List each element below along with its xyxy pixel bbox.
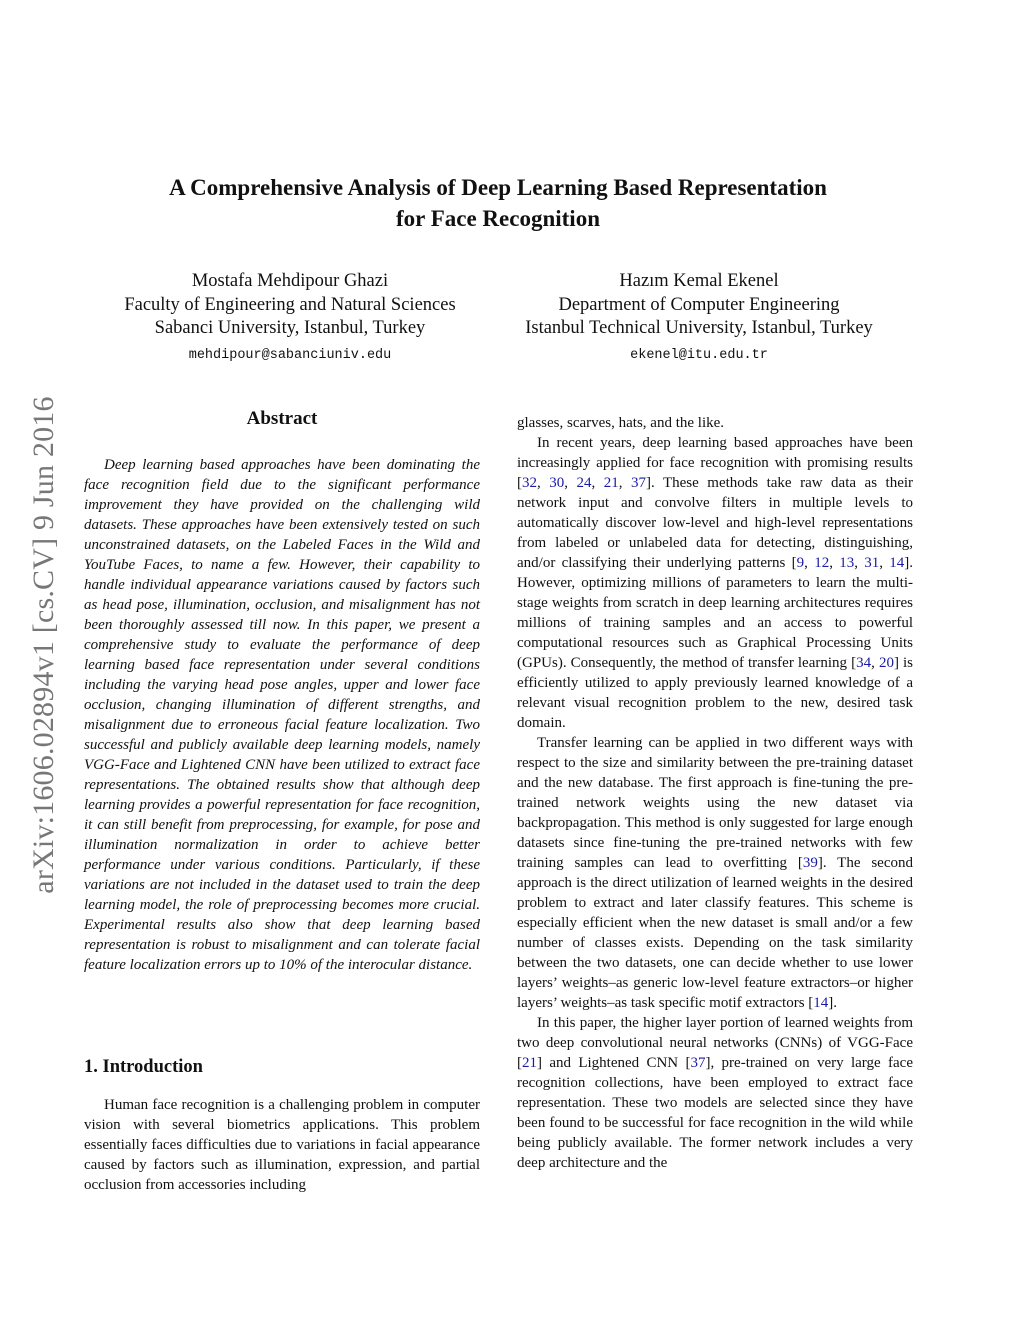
author-affiliation: Istanbul Technical University, Istanbul, Turkey [525, 318, 873, 338]
introduction-paragraph: Human face recognition is a challenging problem in computer vision with several biometrics applications. This problem essentially faces difficulties due to variations in facial appearance caused by factors such as illumination, expression, and partial occlusion from accessories including [84, 1097, 480, 1193]
author-email[interactable]: ekenel@itu.edu.tr [630, 347, 768, 363]
author-dept: Faculty of Engineering and Natural Sciences [124, 294, 456, 315]
paragraph-transfer-learning: Transfer learning can be applied in two different ways with respect to the size and similarity between the pre-training dataset and the new database. The first approach is fine-tuning the pre-trained network weights using the new dataset via backpropagation. This method is only suggested for large enough datasets since fine-tuning the pre-trained networks with few training samples can lead to overfitting [39]. The second approach is the direct utilization of learned weights in the desired problem to extract and later classify features. This scheme is especially efficient when the new dataset is small and/or a few number of classes exists. Depending on the task similarity between the two datasets, one can decide whether to use lower layers’ weights–as generic low-level feature extractors–or higher layers’ weights–as task specific motif extractors [14]. [517, 735, 914, 1011]
arxiv-id: arXiv:1606.02894v1 [cs.CV] 9 Jun 2016 [27, 396, 60, 894]
citation-link[interactable]: 37 [631, 475, 646, 491]
author-name: Hazım Kemal Ekenel [619, 271, 779, 291]
author-affiliation: Sabanci University, Istanbul, Turkey [154, 318, 426, 338]
author-block-1 [90, 270, 490, 367]
citation-link[interactable]: 21 [603, 475, 619, 491]
citation-link[interactable]: 20 [878, 655, 894, 671]
citation-link[interactable]: 31 [864, 555, 880, 571]
author-name: Mostafa Mehdipour Ghazi [191, 271, 389, 291]
abstract-heading: Abstract [246, 408, 318, 429]
citation-link[interactable]: 9 [796, 555, 805, 571]
citation-link[interactable]: 30 [549, 475, 565, 491]
author-email[interactable]: mehdipour@sabanciuniv.edu [188, 347, 392, 363]
title-line-1: A Comprehensive Analysis of Deep Learning Based Representation [169, 175, 827, 200]
citation-link[interactable]: 39 [802, 855, 818, 871]
citation-link[interactable]: 12 [814, 555, 830, 571]
paragraph-deep-learning: In recent years, deep learning based approaches have been increasingly applied for face recognition with promising results [32, 30, 24, 21, 37]. These methods take raw data as their network input and convolve filters in multiple levels to automatically discover low-level and high-level representations from labeled or unlabeled data for detecting, distinguishing, and/or classifying their underlying patterns [9, 12, 13, 31, 14]. However, optimizing millions of parameters to learn the multi-stage weights from scratch in deep learning architectures requires millions of training samples and an access to powerful computational resources such as Graphical Processing Units (GPUs). Consequently, the method of transfer learning [34, 20] is efficiently utilized to apply previously learned knowledge of a relevant visual recognition problem to the new, desired task domain. [517, 435, 914, 731]
citation-link[interactable]: 21 [522, 1055, 537, 1071]
citation-link[interactable]: 34 [856, 655, 872, 671]
right-column [517, 413, 913, 1173]
title-line-2: for Face Recognition [396, 206, 600, 231]
citation-link[interactable]: 37 [690, 1055, 706, 1071]
citation-link[interactable]: 32 [522, 475, 537, 491]
author-block-2 [499, 270, 899, 367]
citation-link[interactable]: 14 [889, 555, 905, 571]
paragraph-continued: glasses, scarves, hats, and the like. [517, 415, 725, 431]
paragraph-this-paper: In this paper, the higher layer portion of learned weights from two deep convolutional neural networks (CNNs) of VGG-Face [21] and Lightened CNN [37], pre-trained on very large face recognition collections, have been employed to extract face representation. These two models are selected since they have been found to be successful for face recognition in the wild while being publicly available. The former network includes a very deep architecture and the [517, 1015, 913, 1171]
citation-link[interactable]: 24 [576, 475, 592, 491]
citation-link[interactable]: 14 [813, 995, 829, 1011]
author-dept: Department of Computer Engineering [558, 294, 840, 315]
citation-link[interactable]: 13 [839, 555, 855, 571]
introduction-heading: 1. Introduction [84, 1057, 203, 1077]
abstract-text: Deep learning based approaches have been dominating the face recognition field due to the significant performance improvement they have provided on the challenging wild datasets. These approaches have been extensively tested on such unconstrained datasets, on the Labeled Faces in the Wild and YouTube Faces, to name a few. However, their capability to handle individual appearance variations caused by factors such as head pose, illumination, occlusion, and misalignment has not been thoroughly assessed till now. In this paper, we present a comprehensive study to evaluate the performance of deep learning based face representation under several conditions including the varying head pose angles, upper and lower face occlusion, changing illumination of different strengths, and misalignment due to erroneous facial feature localization. Two successful and publicly available deep learning models, namely VGG-Face and Lightened CNN have been utilized to extract face representations. The obtained results show that although deep learning provides a powerful representation for face recognition, it can still benefit from preprocessing, for example, for pose and illumination normalization in order to achieve better performance under various conditions. Particularly, if these variations are not included in the dataset used to train the deep learning model, the role of preprocessing becomes more crucial. Experimental results also show that deep learning based representation is robust to misalignment and can tolerate facial feature localization errors up to 10% of the interocular distance. [84, 457, 480, 973]
paper-title [140, 172, 856, 234]
